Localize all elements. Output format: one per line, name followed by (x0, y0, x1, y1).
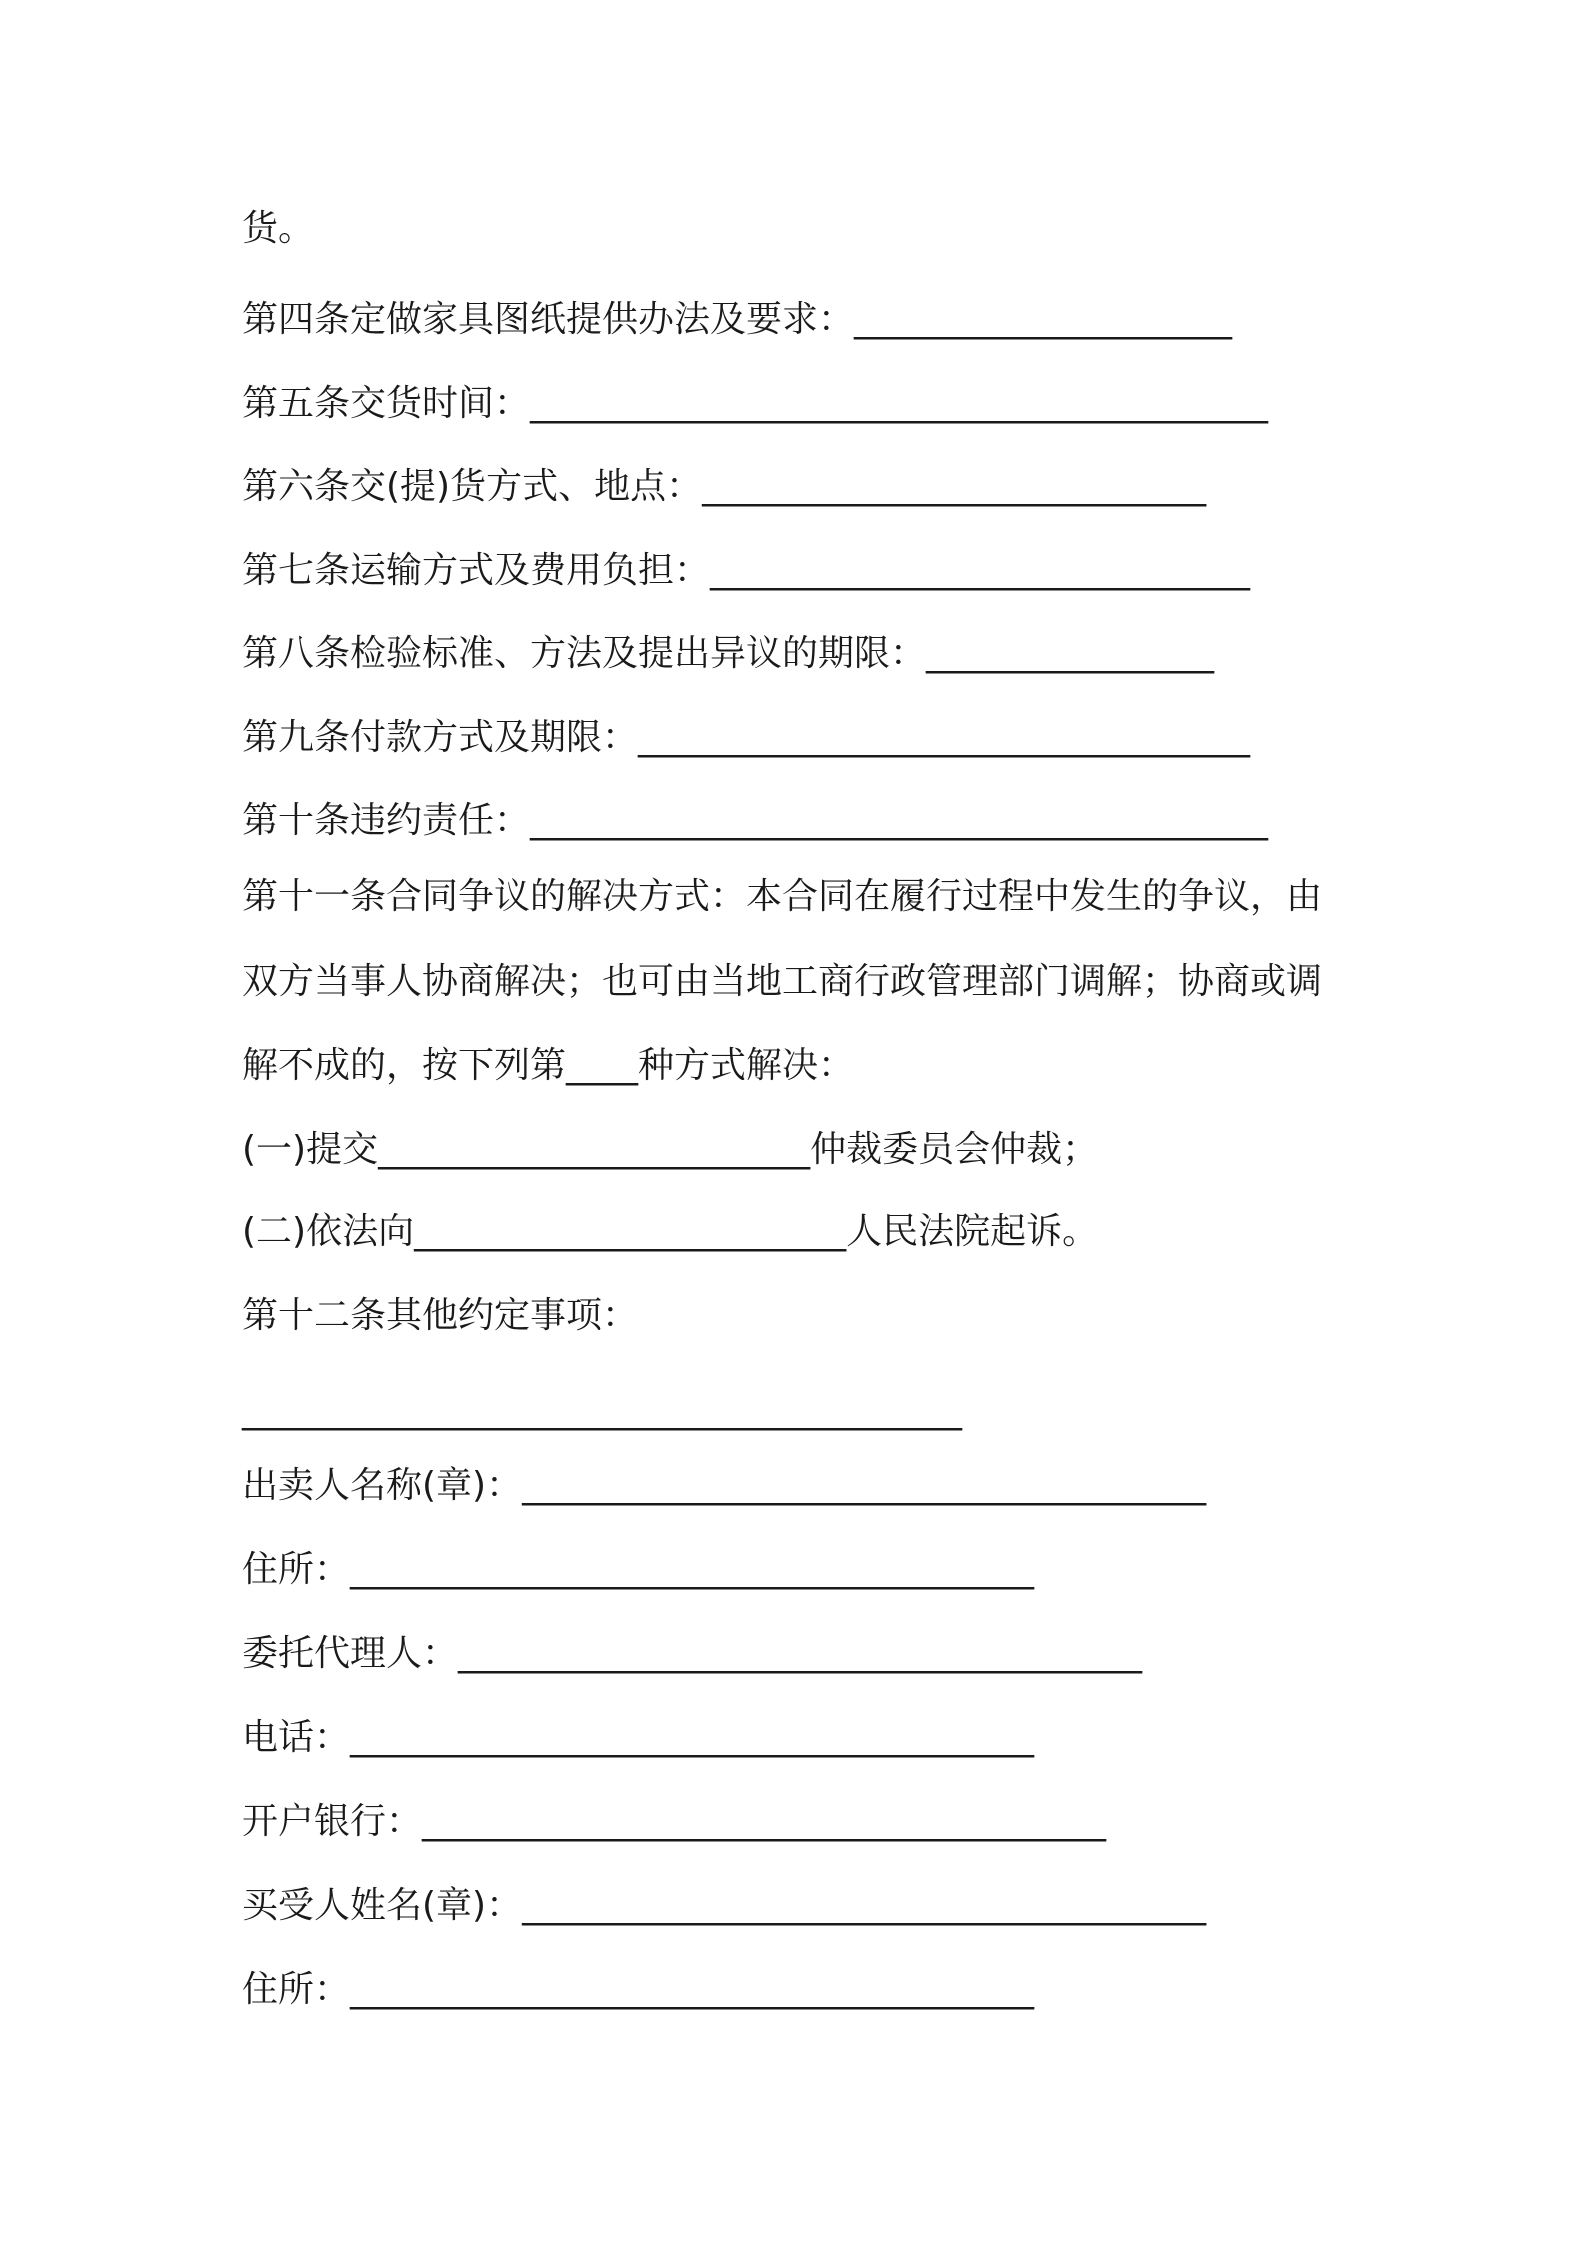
seller-address: 住所：______________________________________ (242, 1549, 1035, 1590)
article-11-dispute-line2: 双方当事人协商解决；也可由当地工商行政管理部门调解；协商或调 (242, 961, 1323, 1002)
seller-agent: 委托代理人：______________________________________ (242, 1633, 1143, 1674)
article-11-dispute-line3: 解不成的，按下列第____种方式解决： (242, 1045, 855, 1086)
article-6-delivery-method: 第六条交(提)货方式、地点：____________________________ (242, 466, 1207, 507)
article-5-delivery-time: 第五条交货时间：_________________________________________ (242, 383, 1269, 424)
other-matters-blank: ________________________________________ (242, 1390, 962, 1431)
article-9-payment: 第九条付款方式及期限：__________________________________ (242, 717, 1251, 758)
seller-phone: 电话：______________________________________ (242, 1717, 1035, 1758)
article-11-dispute-line1: 第十一条合同争议的解决方式：本合同在履行过程中发生的争议，由 (242, 876, 1323, 917)
text-line-goods-end: 货。 (242, 208, 315, 249)
buyer-address: 住所：______________________________________ (242, 1969, 1035, 2010)
seller-bank: 开户银行：______________________________________ (242, 1801, 1107, 1842)
article-4-drawings: 第四条定做家具图纸提供办法及要求：_____________________ (242, 299, 1233, 340)
article-10-liability: 第十条违约责任：_________________________________________ (242, 800, 1269, 841)
seller-name: 出卖人名称(章)：______________________________________ (242, 1465, 1207, 1506)
option-2-court: (二)依法向________________________人民法院起诉。 (242, 1211, 1099, 1252)
article-12-other-matters: 第十二条其他约定事项： (242, 1295, 639, 1336)
article-7-transport: 第七条运输方式及费用负担：______________________________ (242, 550, 1251, 591)
option-1-arbitration: (一)提交________________________仲裁委员会仲裁； (242, 1129, 1099, 1170)
buyer-name: 买受人姓名(章)：______________________________________ (242, 1885, 1207, 1926)
article-8-inspection: 第八条检验标准、方法及提出异议的期限：________________ (242, 633, 1215, 674)
